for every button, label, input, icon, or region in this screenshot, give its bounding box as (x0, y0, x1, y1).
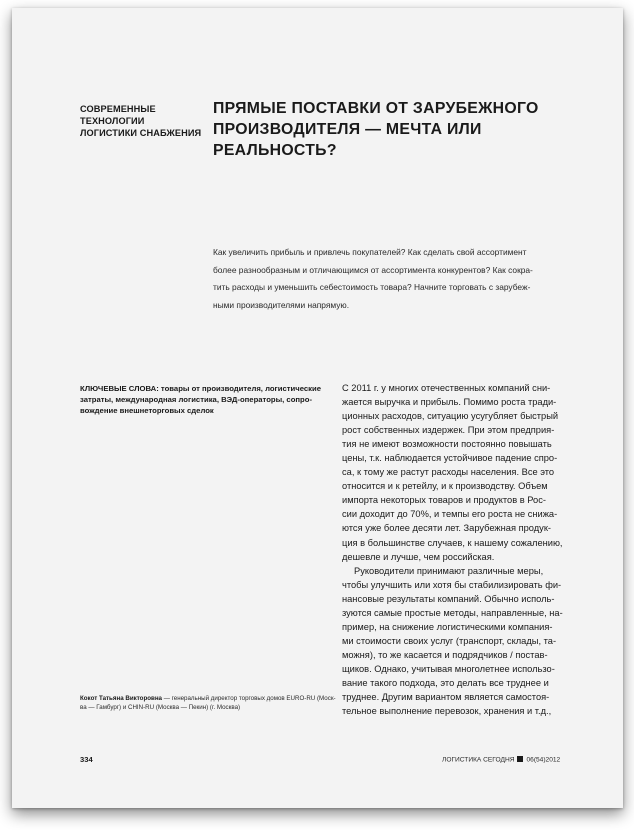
body-line: вание такого подхода, это делать все труднее и (342, 677, 549, 688)
article-title-line: ПРЯМЫЕ ПОСТАВКИ ОТ ЗАРУБЕЖНОГО (213, 100, 539, 117)
body-line: пример, на снижение логистическими компания- (342, 621, 553, 632)
keywords-block (80, 383, 330, 416)
body-line: тельное выполнение перевозок, хранения и т.д., (342, 706, 552, 717)
article-body (342, 381, 604, 718)
author-description-2: ва — Гамбург) и CHIN-RU (Москва — Пекин) (г. Москва) (80, 704, 241, 711)
body-line: ми стоимости своих услуг (транспорт, склады, та- (342, 635, 557, 646)
body-line: можня), то же касается и подрядчиков / постав- (342, 649, 548, 660)
author-name: Кокот Татьяна Викторовна (80, 695, 162, 702)
page-number: 334 (80, 755, 93, 764)
journal-name: ЛОГИСТИКА СЕГОДНЯ (442, 756, 515, 764)
journal-page (12, 8, 623, 808)
body-line: относится и к ретейлу, и к производству. Объем (342, 481, 548, 492)
body-line: цены, т.к. наблюдается устойчивое падение спро- (342, 453, 558, 464)
keywords-line: КЛЮЧЕВЫЕ СЛОВА: товары от производителя, логистические (80, 384, 322, 393)
article-title-line: РЕАЛЬНОСТЬ? (213, 142, 337, 159)
body-line: рост собственных издержек. При этом предприя- (342, 425, 555, 436)
author-description-1: — генеральный директор торговых домов EURO-RU (Моск- (162, 695, 336, 702)
body-line: С 2011 г. у многих отечественных компаний сни- (342, 383, 551, 393)
body-line: ционных расходов, ситуацию усугубляет быстрый (342, 411, 559, 422)
body-line: импорта некоторых товаров и продуктов в Рос- (342, 495, 546, 506)
square-bullet-icon (517, 756, 523, 762)
keywords-line: вождение внешнеторговых сделок (80, 406, 214, 415)
body-line: жается выручка и прибыль. Помимо роста тради- (342, 397, 557, 408)
body-line: са, к тому же растут расходы населения. Все это (342, 467, 555, 478)
author-line-1 (80, 694, 340, 703)
body-line: труднее. Другим вариантом является самостоя- (342, 692, 550, 703)
lead-line: ными производителями напрямую. (213, 299, 350, 310)
body-line: чтобы улучшить или хотя бы стабилизировать фи- (342, 579, 562, 590)
body-line: тия не имеют возможности постоянно повышать (342, 439, 552, 450)
section-label (80, 103, 215, 139)
article-title (213, 98, 553, 161)
body-line: Руководители принимают различные меры, (354, 565, 544, 576)
body-line: щиков. Однако, учитывая многолетнее использо- (342, 663, 555, 674)
body-line: зуются самые простые методы, направленные, на- (342, 607, 563, 618)
body-line: ются уже более десяти лет. Зарубежная продук- (342, 523, 551, 534)
lead-line: тить расходы и уменьшить себестоимость товара? Начните торговать с зарубеж- (213, 282, 531, 292)
keywords-line: затраты, международная логистика, ВЭД-операторы, сопро- (80, 395, 312, 404)
body-line: нансовые результаты компаний. Обычно исполь- (342, 593, 555, 604)
lead-line: более разнообразным и отличающимся от ассортимента конкурентов? Как сокра- (213, 264, 533, 275)
article-lead (213, 244, 598, 314)
section-label-line: ЛОГИСТИКИ СНАБЖЕНИЯ (80, 128, 202, 138)
section-label-line: ТЕХНОЛОГИИ (80, 116, 145, 126)
lead-line: Как увеличить прибыль и привлечь покупателей? Как сделать свой ассортимент (213, 247, 527, 257)
author-info (80, 694, 340, 712)
section-label-line: СОВРЕМЕННЫЕ (80, 104, 156, 114)
journal-footer (442, 756, 560, 764)
article-title-line: ПРОИЗВОДИТЕЛЯ — МЕЧТА ИЛИ (213, 121, 482, 138)
body-line: дешевле и лучше, чем российская. (342, 551, 495, 562)
body-line: ция в большинстве случаев, к нашему сожалению, (342, 537, 563, 548)
journal-issue: 06(54)2012 (526, 756, 561, 764)
body-line: сии доходит до 70%, и темпы его роста не снижа- (342, 509, 558, 520)
